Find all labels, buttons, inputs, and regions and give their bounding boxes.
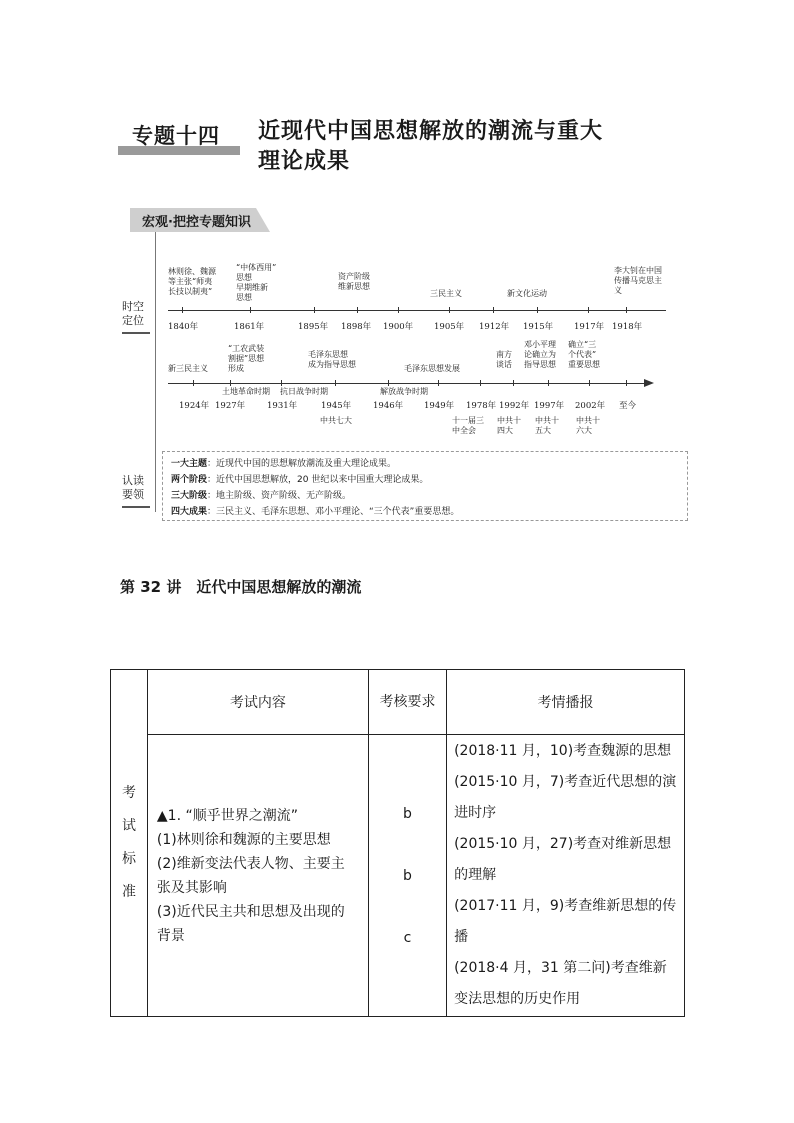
- side-label-points: [122, 474, 152, 508]
- report-line: (2015·10 月，7)考查近代思想的演: [454, 774, 677, 790]
- tick: [589, 380, 590, 386]
- event-line: 中全会: [452, 426, 476, 435]
- year-label: 1931年: [267, 401, 298, 411]
- timeline-event: [168, 364, 208, 374]
- key-point-label: 两个阶段: [171, 475, 208, 485]
- event-line: 成为指导思想: [308, 360, 356, 369]
- timeline-top-axis: [168, 310, 666, 311]
- content-cell: [147, 735, 368, 1017]
- content-line: ▲1. “顺乎世界之潮流”: [156, 807, 298, 824]
- key-point: [171, 488, 679, 504]
- topic-badge-text: 专题十四: [132, 124, 220, 148]
- table-header-row: [111, 670, 685, 735]
- topic-title: [258, 116, 688, 176]
- arrow-right-icon: [644, 379, 654, 387]
- period-label: 解放战争时期: [380, 387, 428, 396]
- timeline-event: [404, 364, 460, 374]
- section-tab-text: 宏观·把控专题知识: [142, 215, 251, 230]
- exam-standards-table: [110, 669, 685, 1017]
- key-point-text: ：近现代中国的思想解放潮流及重大理论成果。: [207, 459, 397, 469]
- tick: [588, 307, 589, 313]
- year-label: 至今: [619, 401, 637, 411]
- tick: [513, 380, 514, 386]
- timeline-bottom-axis: [168, 383, 648, 384]
- event-line: 确立“三: [568, 340, 597, 349]
- event-line: 中共十: [497, 416, 521, 425]
- report-line: (2017·11 月，9)考查维新思想的传: [454, 898, 677, 914]
- period-label: 土地革命时期: [222, 387, 270, 396]
- side-label-points-line2: 要领: [122, 488, 144, 501]
- event-line: 中共十: [576, 416, 600, 425]
- tick: [398, 307, 399, 313]
- timeline-event: [430, 289, 462, 299]
- table-row: [111, 735, 685, 1017]
- year-label: 1840年: [168, 322, 199, 332]
- tick: [449, 307, 450, 313]
- left-vertical-rule: [155, 232, 156, 512]
- event-line: 义: [614, 286, 622, 295]
- key-point-text: ：地主阶级、资产阶级、无产阶级。: [207, 491, 352, 501]
- tick: [626, 380, 627, 386]
- report-line: 播: [454, 929, 469, 945]
- key-point-label: 一大主题: [171, 459, 208, 469]
- event-line: 毛泽东思想: [308, 350, 348, 359]
- tick: [182, 307, 183, 313]
- side-label-timeline: [122, 300, 152, 334]
- timeline-event: [524, 340, 556, 370]
- key-points-box: [162, 451, 688, 521]
- header-report: 考情播报: [447, 670, 685, 735]
- side-label-underline: [122, 504, 150, 508]
- timeline-event: [535, 416, 559, 436]
- timeline-event: [320, 416, 352, 426]
- event-line: 十一届三: [452, 416, 484, 425]
- requirement-value: b: [403, 805, 412, 822]
- timeline-event: [338, 272, 370, 292]
- year-label: 1917年: [574, 322, 605, 332]
- report-line: 变法思想的历史作用: [454, 991, 581, 1007]
- event-line: 新文化运动: [507, 289, 547, 298]
- event-line: 维新思想: [338, 282, 370, 291]
- event-line: “中体西用”: [236, 263, 277, 272]
- report-cell: [447, 735, 685, 1017]
- year-label: 1895年: [298, 322, 329, 332]
- timeline-event: [507, 289, 547, 299]
- key-point: [171, 472, 679, 488]
- year-label: 1905年: [434, 322, 465, 332]
- event-line: 三民主义: [430, 289, 462, 298]
- report-line: 的理解: [454, 867, 497, 883]
- event-line: 等主张“师夷: [168, 277, 213, 286]
- event-line: 毛泽东思想发展: [404, 364, 460, 373]
- event-line: 割据”思想: [228, 354, 265, 363]
- section-tab: [130, 208, 270, 232]
- event-line: 谈话: [496, 360, 512, 369]
- tick: [626, 307, 627, 313]
- key-point: [171, 456, 679, 472]
- side-label-timeline-line1: 时空: [122, 300, 144, 313]
- tick: [314, 307, 315, 313]
- topic-title-line2: 理论成果: [258, 148, 351, 174]
- year-label: 1945年: [321, 401, 352, 411]
- year-label: 1915年: [523, 322, 554, 332]
- report-line: (2018·4 月，31 第二问)考查维新: [454, 960, 667, 976]
- event-line: 形成: [228, 364, 244, 373]
- event-line: 重要思想: [568, 360, 600, 369]
- topic-title-line1: 近现代中国思想解放的潮流与重大: [258, 118, 604, 144]
- year-label: 1949年: [424, 401, 455, 411]
- tick: [193, 380, 194, 386]
- event-line: 思想: [236, 273, 252, 282]
- event-line: 传播马克思主: [614, 276, 662, 285]
- event-line: 五大: [535, 426, 551, 435]
- tick: [438, 380, 439, 386]
- timeline-event: [568, 340, 600, 370]
- year-label: 1992年: [499, 401, 530, 411]
- event-line: 论确立为: [524, 350, 556, 359]
- year-label: 1861年: [234, 322, 265, 332]
- row-label-char: 考: [121, 785, 136, 801]
- report-line: (2015·10 月，27)考查对维新思想: [454, 836, 672, 852]
- year-label: 2002年: [575, 401, 606, 411]
- timeline-event: [228, 344, 264, 374]
- year-label: 1898年: [341, 322, 372, 332]
- key-point-text: ：三民主义、毛泽东思想、邓小平理论、“三个代表”重要思想。: [207, 507, 460, 517]
- event-line: 四大: [497, 426, 513, 435]
- topic-badge: [118, 120, 240, 158]
- timeline-event: [236, 263, 276, 303]
- event-line: 早期维新: [236, 283, 268, 292]
- row-label-char: 标: [121, 851, 136, 867]
- header-content: 考试内容: [147, 670, 368, 735]
- period-label: 抗日战争时期: [280, 387, 328, 396]
- year-label: 1912年: [479, 322, 510, 332]
- header-requirement: 考核要求: [368, 670, 446, 735]
- timeline-event: [308, 350, 356, 370]
- tick: [548, 380, 549, 386]
- tick: [537, 307, 538, 313]
- event-line: 六大: [576, 426, 592, 435]
- content-line: (1)林则徐和魏源的主要思想: [156, 831, 331, 848]
- event-line: 个代表”: [568, 350, 597, 359]
- event-line: 新三民主义: [168, 364, 208, 373]
- event-line: 中共十: [535, 416, 559, 425]
- content-line: 张及其影响: [156, 879, 227, 896]
- event-line: “工农武装: [228, 344, 265, 353]
- year-label: 1927年: [215, 401, 246, 411]
- requirement-value: c: [403, 929, 412, 946]
- event-line: 资产阶级: [338, 272, 370, 281]
- key-point: [171, 504, 679, 520]
- report-line: 进时序: [454, 805, 497, 821]
- timeline-event: [614, 266, 662, 296]
- tick: [230, 380, 231, 386]
- event-line: 思想: [236, 293, 252, 302]
- tick: [250, 307, 251, 313]
- event-line: 指导思想: [524, 360, 556, 369]
- row-label-cell: [111, 670, 148, 1017]
- year-label: 1978年: [466, 401, 497, 411]
- side-label-underline: [122, 330, 150, 334]
- event-line: 长技以制夷”: [168, 287, 213, 296]
- lecture-title: 第 32 讲 近代中国思想解放的潮流: [120, 578, 362, 596]
- timeline-event: [168, 267, 216, 297]
- side-label-points-line1: 认读: [122, 474, 144, 487]
- row-label-char: 试: [121, 818, 136, 834]
- content-line: (3)近代民主共和思想及出现的: [156, 903, 345, 920]
- event-line: 南方: [496, 350, 512, 359]
- timeline-event: [496, 350, 512, 370]
- year-label: 1900年: [383, 322, 414, 332]
- year-label: 1997年: [534, 401, 565, 411]
- tick: [480, 380, 481, 386]
- report-line: (2018·11 月，10)考查魏源的思想: [454, 743, 672, 759]
- tick: [335, 380, 336, 386]
- event-line: 中共七大: [320, 416, 352, 425]
- timeline-event: [452, 416, 484, 436]
- event-line: 李大钊在中国: [614, 266, 662, 275]
- side-label-timeline-line2: 定位: [122, 314, 144, 327]
- timeline-event: [576, 416, 600, 436]
- event-line: 邓小平理: [524, 340, 556, 349]
- year-label: 1924年: [179, 401, 210, 411]
- key-point-label: 四大成果: [171, 507, 208, 517]
- row-label-char: 准: [121, 884, 136, 900]
- requirement-cell: [368, 735, 446, 1017]
- tick: [388, 380, 389, 386]
- tick: [281, 380, 282, 386]
- content-line: (2)维新变法代表人物、主要主: [156, 855, 345, 872]
- timeline-event: [497, 416, 521, 436]
- year-label: 1918年: [612, 322, 643, 332]
- event-line: 林则徐、魏源: [168, 267, 216, 276]
- requirement-value: b: [403, 867, 412, 884]
- content-line: 背景: [156, 927, 185, 944]
- year-label: 1946年: [373, 401, 404, 411]
- key-point-label: 三大阶级: [171, 491, 208, 501]
- key-point-text: ：近代中国思想解放，20 世纪以来中国重大理论成果。: [207, 475, 429, 485]
- tick: [493, 307, 494, 313]
- tick: [357, 307, 358, 313]
